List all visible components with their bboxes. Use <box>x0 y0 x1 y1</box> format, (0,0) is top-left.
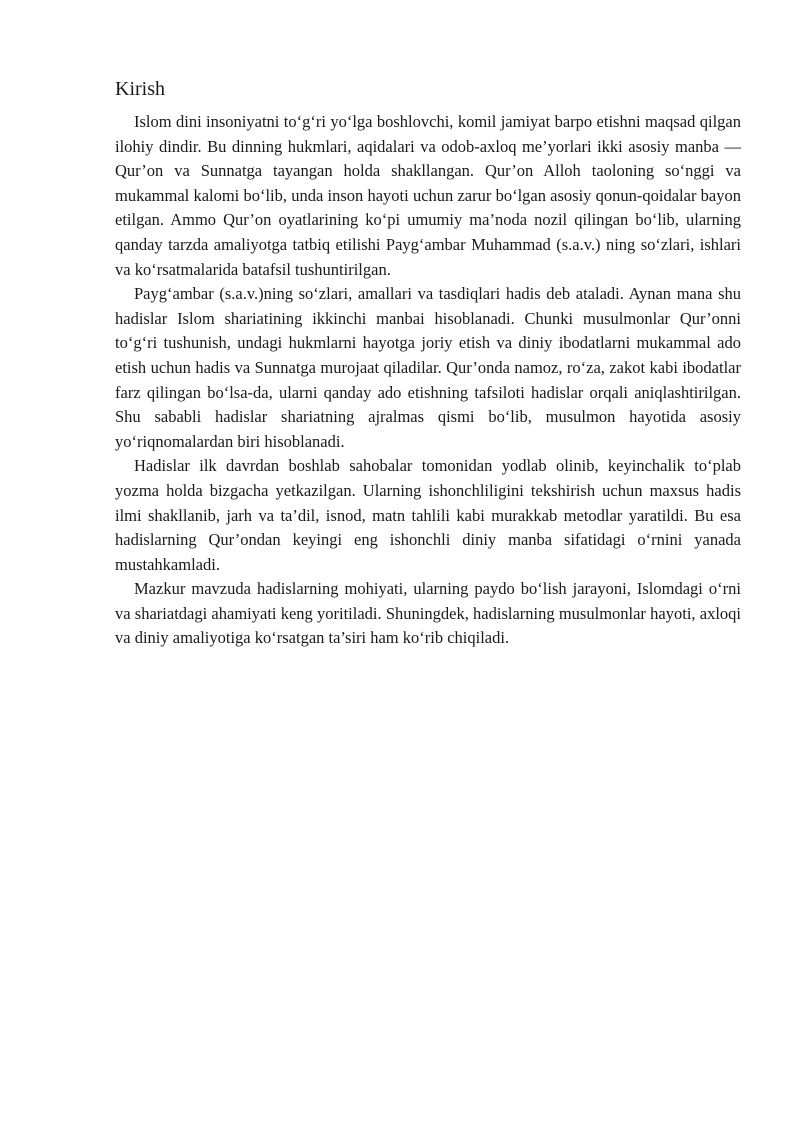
section-heading: Kirish <box>115 78 165 100</box>
paragraph-3: Hadislar ilk davrdan boshlab sahobalar tomonidan yodlab olinib, keyinchalik to‘plab yozma holda bizgacha yetkazilgan. Ularning ishonchliligini tekshirish uchun maxsus hadis ilmi shakllanib, jarh va ta’dil, isnod, matn tahlili kabi murakkab metodlar yaratildi. Bu esa hadislarning Qur’ondan keyingi eng ishonchli diniy manba sifatidagi o‘rnini yanada mustahkamladi. <box>115 456 741 574</box>
paragraph-2: Payg‘ambar (s.a.v.)ning so‘zlari, amallari va tasdiqlari hadis deb ataladi. Aynan mana shu hadislar Islom shariatining ikkinchi manbai hisoblanadi. Chunki musulmonlar Qur’onni to‘g‘ri tushunish, undagi hukmlarni hayotga joriy etish va diniy ibodatlarni mukammal ado etish uchun hadis va Sunnatga murojaat qiladilar. Qur’onda namoz, ro‘za, zakot kabi ibodatlar farz qilingan bo‘lsa-da, ularni qanday ado etishning tafsiloti hadislar orqali aniqlashtirilgan. Shu sababli hadislar shariatning ajralmas qismi bo‘lib, musulmon hayotida asosiy yo‘riqnomalardan biri hisoblanadi. <box>115 284 741 451</box>
paragraph-1: Islom dini insoniyatni to‘g‘ri yo‘lga boshlovchi, komil jamiyat barpo etishni maqsad qilgan ilohiy dindir. Bu dinning hukmlari, aqidalari va odob-axloq me’yorlari ikki asosiy manba — Qur’on va Sunnatga tayangan holda shakllangan. Qur’on Alloh taoloning so‘nggi va mukammal kalomi bo‘lib, unda inson hayoti uchun zarur bo‘lgan asosiy qonun-qoidalar bayon etilgan. Ammo Qur’on oyatlarining ko‘pi umumiy ma’noda nozil qilingan bo‘lib, ularning qanday tarzda amaliyotga tatbiq etilishi Payg‘ambar Muhammad (s.a.v.) ning so‘zlari, ishlari va ko‘rsatmalarida batafsil tushuntirilgan. <box>115 112 741 279</box>
paragraph-4: Mazkur mavzuda hadislarning mohiyati, ularning paydo bo‘lish jarayoni, Islomdagi o‘rni va shariatdagi ahamiyati keng yoritiladi. Shuningdek, hadislarning musulmonlar hayoti, axloqi va diniy amaliyotiga ko‘rsatgan ta’siri ham ko‘rib chiqiladi. <box>115 579 741 648</box>
document-page <box>115 76 741 651</box>
